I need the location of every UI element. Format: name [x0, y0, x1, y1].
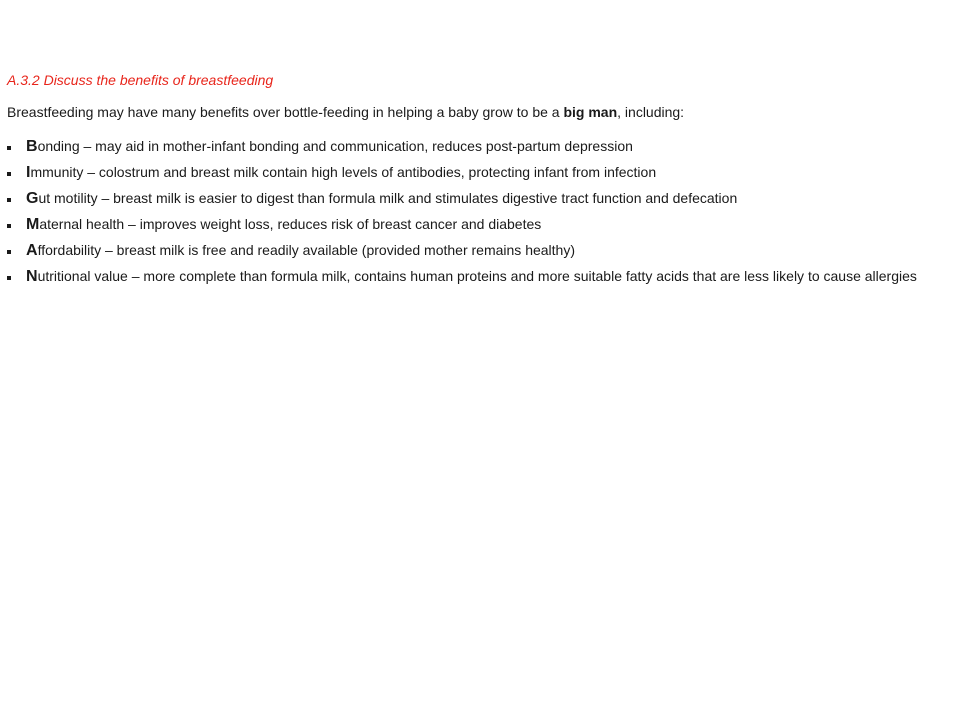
benefit-initial: A	[26, 242, 38, 259]
bullet-square-icon	[7, 250, 11, 254]
benefit-text: aternal health – improves weight loss, reduces risk of breast cancer and diabetes	[39, 216, 542, 232]
benefit-item-gut-motility	[7, 187, 942, 210]
bullet-square-icon	[7, 276, 11, 280]
bullet-square-icon	[7, 172, 11, 176]
benefit-text: mmunity – colostrum and breast milk contain high levels of antibodies, protecting infant from infection	[30, 164, 657, 180]
benefit-initial: N	[26, 268, 38, 285]
bullet-square-icon	[7, 224, 11, 228]
benefit-item-affordability	[7, 239, 942, 262]
benefit-item-bonding	[7, 135, 942, 158]
benefit-initial: B	[26, 138, 38, 155]
intro-paragraph	[7, 103, 942, 121]
document-body	[7, 70, 942, 291]
intro-text-before: Breastfeeding may have many benefits over bottle-feeding in helping a baby grow to be a	[7, 104, 564, 120]
benefit-initial: M	[26, 216, 40, 233]
bullet-square-icon	[7, 146, 11, 150]
bullet-square-icon	[7, 198, 11, 202]
benefit-text: onding – may aid in mother-infant bonding and communication, reduces post-partum depression	[37, 138, 633, 154]
benefit-text: ffordability – breast milk is free and readily available (provided mother remains healthy)	[37, 242, 576, 258]
intro-text-after: , including:	[617, 104, 685, 120]
benefit-item-maternal-health	[7, 213, 942, 236]
benefit-item-immunity	[7, 161, 942, 184]
benefit-initial: G	[26, 190, 39, 207]
intro-bold-text: big man	[563, 104, 618, 120]
benefits-list	[7, 135, 942, 288]
benefit-initial: I	[26, 164, 31, 181]
benefit-text: ut motility – breast milk is easier to digest than formula milk and stimulates digestive tract function and defecation	[38, 190, 738, 206]
section-heading: A.3.2 Discuss the benefits of breastfeeding	[7, 72, 274, 88]
benefit-text: utritional value – more complete than formula milk, contains human proteins and more suitable fatty acids that are less likely to cause allergies	[37, 268, 917, 284]
benefit-item-nutritional-value	[7, 265, 942, 288]
